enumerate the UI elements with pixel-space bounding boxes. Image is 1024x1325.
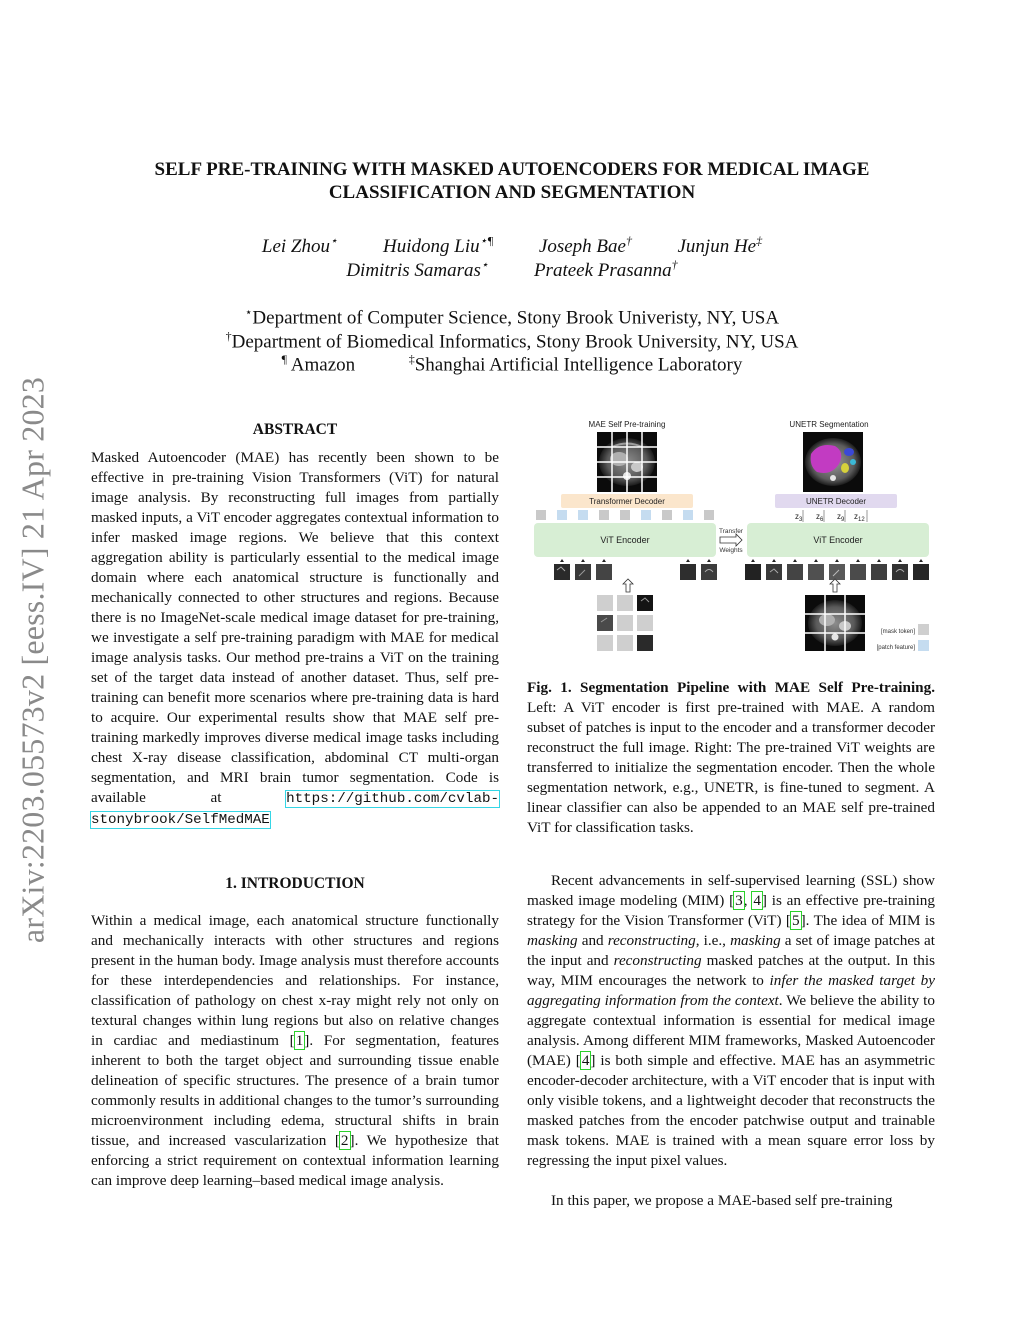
intro-paragraph: Within a medical image, each anatomical structure functionally and mechanically interacts with other structures and regions present in the human body. Image analysis must therefore accounts for these interdependencies and relationships. For instance, classification of pathology on chest x-ray might rely not only on textural changes within lung regions but also on relative changes in cardiac and mediastinum [1]. For segmentation, features inherent to both the target object and surrounding tissue enable delineation of specific structures. The presence of a brain tumor commonly results in additional changes to the tumor’s surrounding microenvironment including edema, structural shifts in brain tissue, and increased vascularization [2]. We hypothesize that enforcing a strict requirement on contextual information learning can improve deep learning–based medical image analysis. (91, 912, 500, 1189)
arxiv-sidebar (8, 360, 58, 960)
right-column-paragraph-2: In this paper, we propose a MAE-based self pre-training (551, 1192, 893, 1209)
affiliation-2: †Department of Biomedical Informatics, Stony Brook University, NY, USA (225, 329, 799, 353)
svg-text:z12: $z_{12}$ (854, 512, 865, 523)
vit-encoder-right-label: ViT Encoder (813, 535, 863, 545)
unetr-decoder-label: UNETR Decoder (805, 497, 867, 506)
figure-label: Fig. 1 (527, 679, 568, 696)
input-patches-right (745, 564, 929, 580)
split-arrow-right (830, 579, 840, 592)
figure-caption-title: Segmentation Pipeline with MAE Self Pre-training. (580, 679, 936, 696)
transfer-label-2: Weights (719, 547, 743, 554)
input-patches-left (554, 564, 717, 580)
patch-to-encoder-arrows (560, 559, 923, 562)
author-2: Huidong Liu⋆¶ (383, 234, 494, 258)
fig-left-title: MAE Self Pre-training (588, 420, 666, 429)
skip-feature-labels (795, 510, 867, 523)
split-arrow-left (623, 579, 633, 592)
figure-1 (527, 412, 937, 660)
svg-text:z9: $z_9$ (837, 512, 845, 523)
figure-1-caption: Fig. 1. Segmentation Pipeline with MAE Self Pre-training. Left: A ViT encoder is first pre-trained with MAE. A random subset of patches is input to the encoder and a transformer decoder reconstruct the full image. Right: The pre-trained ViT weights are transferred to initialize the segmentation encoder. Then the whole segmentation network, e.g., UNETR, is fine-tuned to segment. A linear classifier can also be appended to an MAE self pre-trained ViT for classification tasks. (527, 679, 936, 836)
legend-patch-swatch (918, 640, 929, 651)
author-1: Lei Zhou⋆ (261, 234, 338, 258)
citation-1[interactable]: 1 (295, 1032, 304, 1049)
abstract-heading: ABSTRACT (252, 421, 338, 438)
citation-2[interactable]: 2 (340, 1132, 349, 1149)
title-line-1: SELF PRE-TRAINING WITH MASKED AUTOENCODERS FOR MEDICAL IMAGE (154, 159, 870, 180)
legend-patch-label: [patch feature] (876, 645, 915, 651)
author-4: Junjun He‡ (677, 234, 763, 258)
full-input-ct-image (805, 595, 865, 651)
token-row-left (536, 510, 714, 520)
reconstructed-ct-image (597, 432, 657, 492)
segmentation-output-image (803, 432, 863, 492)
author-6: Prateek Prasanna† (533, 258, 678, 282)
transfer-label-1: Transfer (719, 528, 743, 535)
intro-heading: 1. INTRODUCTION (225, 875, 365, 892)
author-3: Joseph Bae† (538, 234, 632, 258)
legend-mask-label: [mask token] (880, 629, 915, 635)
title-line-2: CLASSIFICATION AND SEGMENTATION (328, 182, 696, 203)
citation-5[interactable]: 5 (791, 912, 800, 929)
affiliation-1: ⋆Department of Computer Science, Stony Brook Univeristy, NY, USA (244, 305, 780, 329)
affiliation-3: ¶ Amazon ‡Shanghai Artificial Intelligence Laboratory (281, 352, 743, 376)
paper-title (100, 158, 924, 204)
arxiv-id: arXiv:2203.05573v2 [eess.IV] 21 Apr 2023 (14, 376, 51, 944)
legend-mask-swatch (918, 624, 929, 635)
right-column-paragraph: Recent advancements in self-supervised learning (SSL) show masked image modeling (MIM) [3, 4] is an effective pre-training strategy for the Vision Transformer (ViT) [5]. The idea of MIM is masking and reconstructing, i.e., masking a set of image patches at the input and reconstructing masked patches at the output. In this way, MIM encourages the network to infer the masked target by aggregating information from the context. We believe the ability to aggregate contextual information is essential for medical image analysis. Among different MIM frameworks, Masked Autoencoder (MAE) [4] is both simple and effective. MAE has an asymmetric encoder-decoder architecture, with a ViT encoder that is input with only visible tokens, and a lightweight decoder that reconstructs the masked patches from the encoder patchwise output and trainable mask tokens. MAE is trained with a mean square error loss by regressing the input pixel values. (527, 872, 936, 1169)
code-link[interactable]: https://github.com/cvlab-stonybrook/SelfMedMAE (91, 791, 499, 828)
svg-text:z3: $z_3$ (795, 512, 803, 523)
citation-6[interactable]: 4 (581, 1052, 590, 1069)
author-5: Dimitris Samaras⋆ (346, 258, 489, 282)
vit-encoder-left-label: ViT Encoder (600, 535, 650, 545)
masked-input-grid (597, 595, 653, 651)
abstract-body: Masked Autoencoder (MAE) has recently been shown to be effective in pre-training Vision Transformers (ViT) for natural image analysis. By reconstructing full images from partially masked inputs, a ViT encoder aggregates contextual information to infer masked image regions. We believe that this context aggregation ability is particularly essential to the medical image domain where each anatomical structure is functionally and mechanically connected to other structures and regions. Because there is no ImageNet-scale medical image dataset for pre-training, we investigate a self pre-training paradigm with MAE for medical image analysis tasks. Our method pre-trains a ViT on the training set of the target data instead of another dataset. Thus, self pre-training can benefit more scenarios where pre-training data is hard to acquire. Our experimental results show that MAE self pre-training markedly improves diverse medical image tasks including chest X-ray disease classification, abdominal CT multi-organ segmentation, and MRI brain tumor segmentation. Code is available at https://github.com/cvlab-stonybrook/SelfMedMAE (91, 449, 499, 828)
citation-3[interactable]: 3 (735, 892, 743, 909)
svg-text:z6: $z_6$ (816, 512, 824, 523)
fig-right-title: UNETR Segmentation (789, 420, 869, 429)
authors-row-1 (100, 234, 924, 258)
citation-4[interactable]: 4 (753, 892, 761, 909)
transformer-decoder-label: Transformer Decoder (589, 497, 665, 506)
transfer-arrow (720, 534, 742, 546)
authors-row-2 (100, 258, 924, 282)
